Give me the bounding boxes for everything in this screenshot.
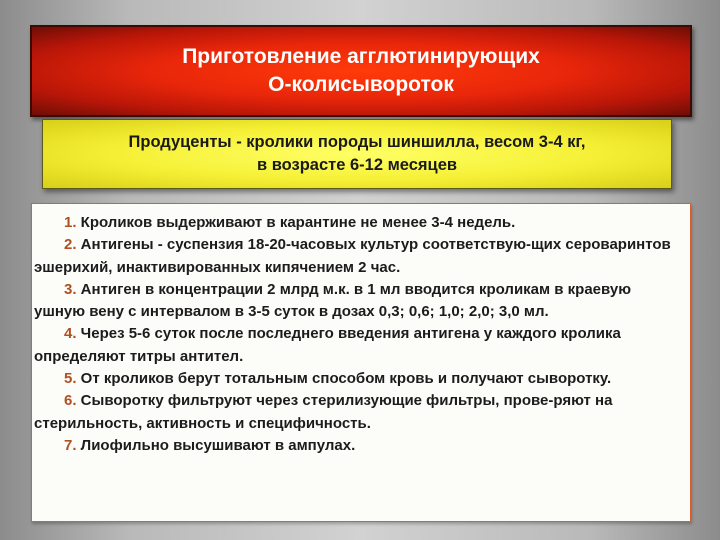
step-text: Сыворотку фильтруют через стерилизующие фильтры, прове-ряют на стерильность, активность и специфичность. <box>34 392 613 432</box>
title-line-2: О-колисывороток <box>268 73 454 96</box>
step-text: Кроликов выдерживают в карантине не менее 3-4 недель. <box>76 214 516 231</box>
step-text: От кроликов берут тотальным способом кровь и получают сыворотку. <box>76 370 612 388</box>
step-item <box>34 435 680 457</box>
step-item <box>34 234 680 279</box>
steps-panel <box>31 203 691 522</box>
subtitle-line-2: в возрасте 6-12 месяцев <box>256 156 458 174</box>
subtitle-banner <box>42 119 672 189</box>
step-text: Антигены - суспензия 18-20-часовых культур соответствую-щих сероваринтов эшерихий, инактивированных кипячением 2 час. <box>34 236 671 276</box>
step-text: Лиофильно высушивают в ампулах. <box>76 436 356 454</box>
step-text: Через 5-6 суток после последнего введения антигена у каждого кролика определяют титры антител. <box>34 325 621 365</box>
title-banner <box>30 25 692 117</box>
step-number: 3. <box>64 280 77 298</box>
step-item <box>34 390 680 435</box>
step-item <box>34 212 680 234</box>
step-item <box>34 279 680 324</box>
step-item <box>34 323 680 368</box>
step-number: 4. <box>64 325 77 343</box>
step-item <box>34 368 680 390</box>
step-number: 1. <box>64 214 77 231</box>
title-line-1: Приготовление агглютинирующих <box>182 45 540 68</box>
step-number: 5. <box>64 370 77 388</box>
step-number: 7. <box>64 436 77 454</box>
step-number: 2. <box>64 236 77 254</box>
subtitle-line-1: Продуценты - кролики породы шиншилла, весом 3-4 кг, <box>128 133 586 151</box>
step-text: Антиген в концентрации 2 млрд м.к. в 1 мл вводится кроликам в краевую ушную вену с интервалом в 3-5 суток в дозах 0,3; 0,6; 1,0; 2,0; 3,0 мл. <box>34 280 632 321</box>
step-number: 6. <box>64 392 77 410</box>
